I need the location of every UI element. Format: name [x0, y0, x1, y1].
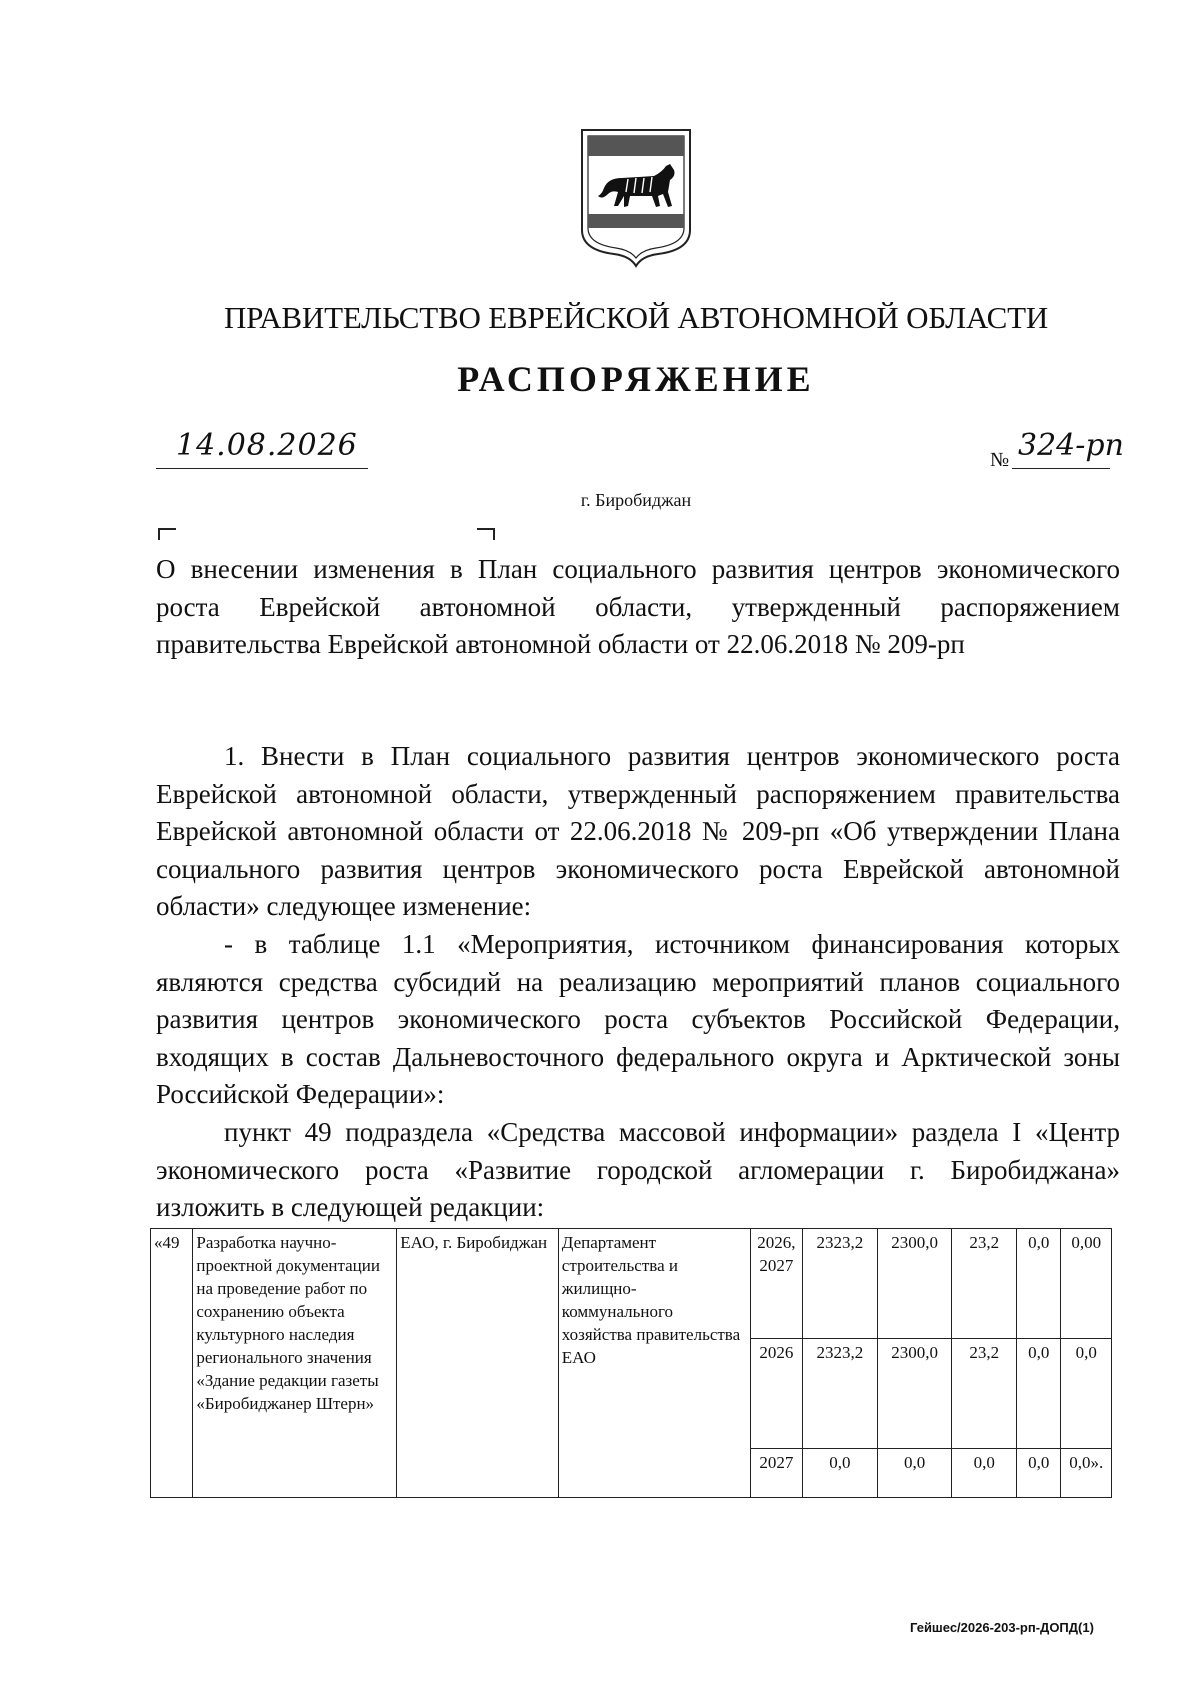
location-cell: ЕАО, г. Биробиджан — [397, 1229, 559, 1498]
paragraph-2: - в таблице 1.1 «Мероприятия, источником финансирования которых являются средства субсидий на реализацию мероприятий планов социального развития центров экономического роста субъектов Российской Федерации, входящих в состав Дальневосточного федерального округа и Арктической зоны Российской Федерации»: — [156, 928, 1120, 1110]
years-cell: 2026, 2027 — [750, 1229, 802, 1339]
date-underline — [156, 468, 368, 469]
value-cell: 0,0 — [952, 1449, 1017, 1498]
item-number-cell: «49 — [151, 1229, 193, 1498]
paragraph-3: пункт 49 подраздела «Средства массовой информации» раздела I «Центр экономического роста «Развитие городской агломерации г. Биробиджана» изложить в следующей редакции: — [156, 1116, 1120, 1223]
subject-corner-right — [477, 528, 495, 540]
subject-corner-left — [158, 528, 176, 540]
value-cell: 0,0 — [1017, 1229, 1061, 1339]
number-label: № — [990, 449, 1010, 471]
value-cell: 2300,0 — [877, 1339, 952, 1449]
value-cell: 0,0 — [1061, 1339, 1112, 1449]
table-row — [151, 1229, 1112, 1339]
number-underline — [1012, 468, 1110, 469]
value-cell: 0,0 — [877, 1449, 952, 1498]
years-cell: 2026 — [750, 1339, 802, 1449]
government-title: ПРАВИТЕЛЬСТВО ЕВРЕЙСКОЙ АВТОНОМНОЙ ОБЛАСТИ — [223, 300, 1049, 335]
coat-of-arms-emblem — [578, 126, 694, 268]
paragraph-1: 1. Внести в План социального развития центров экономического роста Еврейской автономной области, утвержденный распоряжением правительства Еврейской автономной области от 22.06.2018 № 209-рп «Об утверждении Плана социального развития центров экономического роста Еврейской автономной области» следующее изменение: — [156, 741, 1120, 922]
value-cell: 0,0 — [1017, 1339, 1061, 1449]
handwritten-date: 14.08.2026 — [176, 428, 358, 463]
city-name: г. Биробиджан — [580, 490, 692, 510]
value-cell: 2300,0 — [877, 1229, 952, 1339]
value-cell: 2323,2 — [803, 1339, 878, 1449]
document-subject: О внесении изменения в План социального развития центров экономического роста Еврейской автономной области, утвержденный распоряжением правительства Еврейской автономной области от 22.06.2018 № 209-рп — [156, 554, 1120, 660]
value-cell: 0,0 — [803, 1449, 878, 1498]
footer-document-code: Гейшес/2026-203-рп-ДОПД(1) — [910, 1620, 1094, 1635]
handwritten-document-number: 324-рп — [1018, 428, 1124, 463]
years-cell: 2027 — [750, 1449, 802, 1498]
executor-cell: Департамент строительства и жилищно-коммунального хозяйства правительства ЕАО — [558, 1229, 750, 1498]
value-cell: 2323,2 — [803, 1229, 878, 1339]
item-name-cell: Разработка научно-проектной документации на проведение работ по сохранению объекта культурного наследия регионального значения «Здание редакции газеты «Биробиджанер Штерн» — [193, 1229, 397, 1498]
document-type-heading: РАСПОРЯЖЕНИЕ — [457, 359, 815, 399]
value-cell: 23,2 — [952, 1229, 1017, 1339]
amendment-table — [150, 1228, 1112, 1498]
document-body — [156, 738, 1120, 1227]
value-cell: 0,00 — [1061, 1229, 1112, 1339]
value-cell: 23,2 — [952, 1339, 1017, 1449]
value-cell: 0,0 — [1017, 1449, 1061, 1498]
value-cell: 0,0». — [1061, 1449, 1112, 1498]
